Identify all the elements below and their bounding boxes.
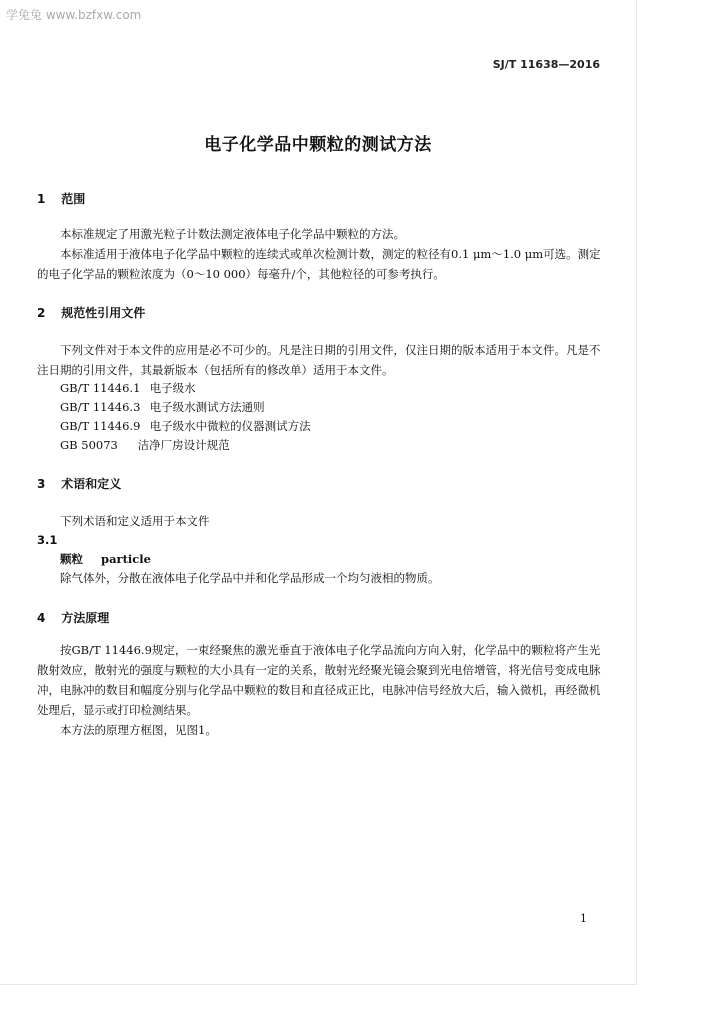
document-title: 电子化学品中颗粒的测试方法 [204, 135, 432, 155]
section-4-body [37, 640, 603, 740]
paragraph: 本标准适用于液体电子化学品中颗粒的连续式或单次检测计数，测定的粒径有0.1 μm～1.0 μm可选。测定的电子化学品的颗粒浓度为（0～10 000）每毫升/个，其他粒径的可参考执行。 [37, 247, 601, 281]
term-english: particle [101, 552, 151, 566]
reference-name: 电子级水测试方法通则 [149, 400, 265, 414]
term-number: 3.1 [37, 533, 58, 547]
section-2-heading [37, 304, 145, 321]
document-number: SJ/T 11638—2016 [492, 58, 600, 71]
page-number: 1 [580, 912, 587, 925]
section-title: 术语和定义 [61, 477, 122, 491]
section-1-heading [37, 190, 85, 207]
section-number: 3 [37, 477, 46, 491]
section-title: 规范性引用文件 [61, 306, 146, 320]
term-definition: 除气体外，分散在液体电子化学品中并和化学品形成一个均匀液相的物质。 [60, 571, 440, 585]
section-number: 4 [37, 611, 46, 625]
reference-item [60, 399, 265, 415]
section-1-body [37, 224, 603, 284]
section-title: 范围 [61, 192, 86, 206]
section-3-heading [37, 475, 121, 492]
terms-intro: 下列术语和定义适用于本文件 [60, 514, 210, 528]
section-2-body [37, 340, 603, 380]
reference-item [60, 418, 311, 434]
paragraph: 下列文件对于本文件的应用是必不可少的。凡是注日期的引用文件，仅注日期的版本适用于本文件。凡是不注日期的引用文件，其最新版本（包括所有的修改单）适用于本文件。 [37, 343, 601, 377]
section-number: 1 [37, 192, 46, 206]
section-title: 方法原理 [61, 611, 110, 625]
paragraph: 按GB/T 11446.9规定，一束经聚焦的激光垂直于液体电子化学品流向方向入射，化学品中的颗粒将产生光散射效应，散射光的强度与颗粒的大小具有一定的关系，散射光经聚光镜会聚到光电倍增管，将光信号变成电脉冲，电脉冲的数目和幅度分别与化学品中颗粒的数目和直径成正比，电脉冲信号经放大后，输入微机，再经微机处理后，显示或打印检测结果。 [37, 643, 601, 717]
reference-code: GB/T 11446.9 [60, 419, 141, 433]
reference-code: GB 50073 [60, 438, 118, 452]
term-entry [60, 551, 151, 567]
section-number: 2 [37, 306, 46, 320]
paragraph: 本标准规定了用激光粒子计数法测定液体电子化学品中颗粒的方法。 [60, 227, 405, 241]
reference-item [60, 437, 230, 453]
reference-item [60, 380, 196, 396]
reference-name: 电子级水 [149, 381, 196, 395]
section-4-heading [37, 609, 109, 626]
reference-name: 电子级水中微粒的仪器测试方法 [149, 419, 311, 433]
reference-code: GB/T 11446.3 [60, 400, 141, 414]
paragraph: 本方法的原理方框图，见图1。 [60, 723, 217, 737]
reference-name: 洁净厂房设计规范 [137, 438, 230, 452]
term-chinese: 颗粒 [60, 552, 83, 566]
reference-code: GB/T 11446.1 [60, 381, 141, 395]
watermark: 学兔兔 www.bzfxw.com [6, 8, 142, 22]
